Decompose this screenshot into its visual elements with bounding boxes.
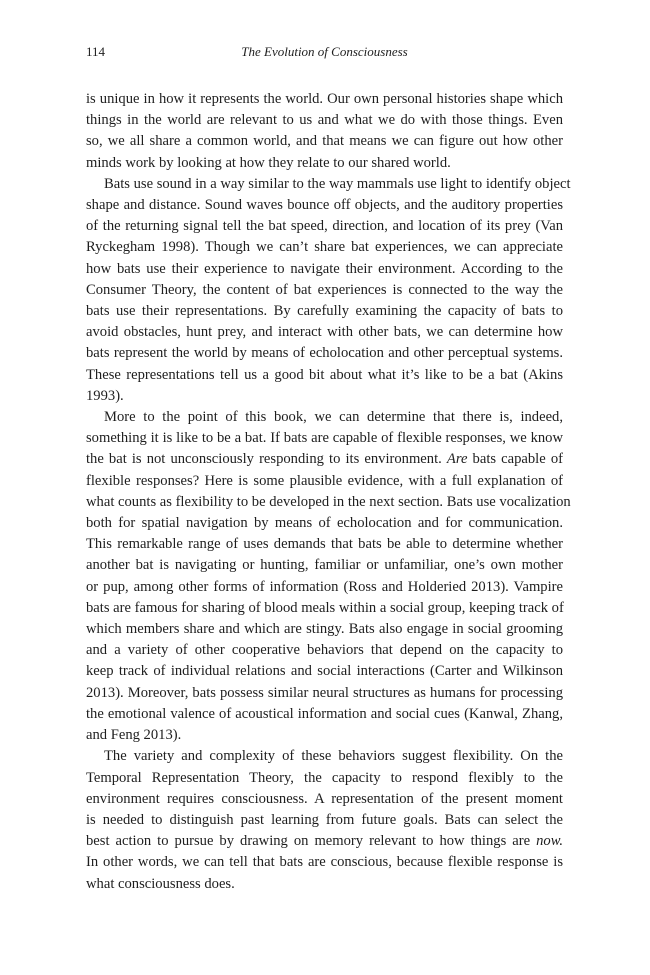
- paragraph-4: [86, 746, 563, 894]
- text-line: This remarkable range of uses demands that bats be able to determine whether: [86, 536, 563, 553]
- text-line: In other words, we can tell that bats are conscious, because flexible response is: [86, 854, 563, 871]
- text-line: bats are famous for sharing of blood meals within a social group, keeping track of: [86, 599, 564, 616]
- text-line: 1993).: [86, 387, 124, 404]
- text-line: is unique in how it represents the world. Our own personal histories shape which: [86, 91, 563, 107]
- text-line: environment requires consciousness. A representation of the present moment: [86, 790, 563, 807]
- body-text: [86, 89, 571, 895]
- text-line: Bats use sound in a way similar to the way mammals use light to identify object: [104, 175, 571, 192]
- text-line: what counts as flexibility to be developed in the next section. Bats use vocalization: [86, 493, 571, 510]
- text-line: what consciousness does.: [86, 875, 235, 892]
- text-line: flexible responses? Here is some plausible evidence, with a full explanation of: [86, 472, 563, 489]
- text-line: or pup, among other forms of information (Ross and Holderied 2013). Vampire: [86, 578, 563, 595]
- text-segment: best action to pursue by drawing on memory relevant to how things are: [86, 833, 531, 850]
- text-line: bats use their representations. By carefully examining the capacity of bats to: [86, 303, 563, 320]
- italic-word: now.: [536, 833, 563, 850]
- text-line-with-italic: [86, 449, 563, 470]
- text-line: of the returning signal tell the bat speed, direction, and location of its prey (Van: [86, 218, 563, 235]
- text-line: something it is like to be a bat. If bats are capable of flexible responses, we know: [86, 430, 563, 447]
- page-number: 114: [86, 44, 106, 59]
- text-line: is needed to distinguish past learning from future goals. Bats can select the: [86, 811, 563, 828]
- text-line-with-italic: [86, 831, 563, 852]
- running-head: [86, 44, 563, 64]
- text-line: shape and distance. Sound waves bounce off objects, and the auditory properties: [86, 197, 563, 214]
- text-line: bats represent the world by means of echolocation and other perceptual systems.: [86, 345, 563, 362]
- text-line: so, we all share a common world, and that means we can figure out how other: [86, 133, 563, 150]
- running-title: The Evolution of Consciousness: [241, 44, 408, 59]
- text-line: how bats use their experience to navigate their environment. According to the: [86, 260, 563, 277]
- text-line: and Feng 2013).: [86, 727, 182, 744]
- text-line: More to the point of this book, we can determine that there is, indeed,: [104, 409, 563, 426]
- text-line: Consumer Theory, the content of bat experiences is connected to the way the: [86, 281, 563, 298]
- text-line: things in the world are relevant to us and what we do with those things. Even: [86, 112, 563, 129]
- text-line: minds work by looking at how they relate to our shared world.: [86, 154, 451, 171]
- text-line: These representations tell us a good bit about what it’s like to be a bat (Akins: [86, 366, 563, 383]
- text-line: both for spatial navigation by means of echolocation and for communication.: [86, 515, 563, 532]
- book-page: [86, 0, 571, 975]
- text-line: The variety and complexity of these behaviors suggest flexibility. On the: [104, 748, 563, 765]
- text-line: avoid obstacles, hunt prey, and interact with other bats, we can determine how: [86, 324, 563, 341]
- italic-word: Are: [446, 451, 468, 468]
- text-line: 2013). Moreover, bats possess similar neural structures as humans for processing: [86, 684, 563, 701]
- text-line: another bat is navigating or hunting, familiar or unfamiliar, one’s own mother: [86, 557, 563, 574]
- text-segment: the bat is not unconsciously responding to its environment.: [86, 451, 442, 468]
- text-line: and a variety of other cooperative behaviors that depend on the capacity to: [86, 642, 563, 659]
- text-line: the emotional valence of acoustical information and social cues (Kanwal, Zhang,: [86, 705, 563, 722]
- paragraph-3: [86, 407, 571, 746]
- paragraph-2: [86, 174, 571, 407]
- text-line: which members share and which are stingy. Bats also engage in social grooming: [86, 621, 563, 638]
- text-line: keep track of individual relations and social interactions (Carter and Wilkinson: [86, 663, 563, 680]
- text-segment: bats capable of: [472, 451, 563, 468]
- text-line: Temporal Representation Theory, the capacity to respond flexibly to the: [86, 769, 563, 786]
- paragraph-1: [86, 89, 563, 174]
- text-line: Ryckegham 1998). Though we can’t share bat experiences, we can appreciate: [86, 239, 563, 256]
